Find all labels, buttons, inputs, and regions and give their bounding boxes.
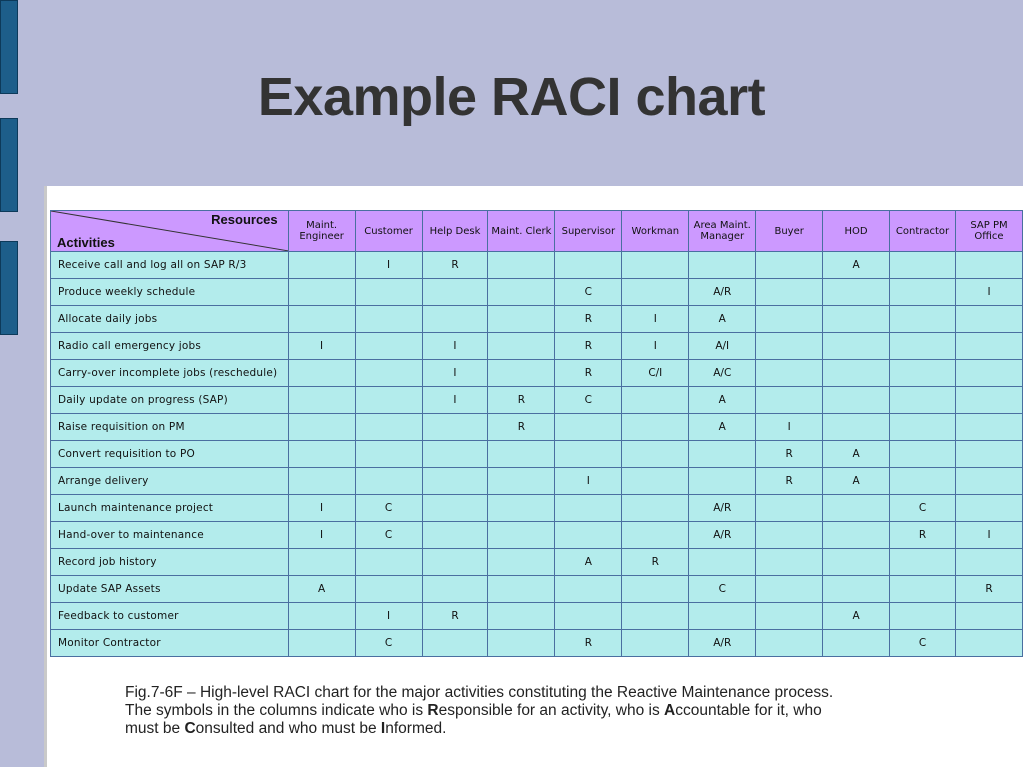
raci-cell	[422, 495, 488, 522]
activity-cell: Convert requisition to PO	[51, 441, 289, 468]
table-row	[51, 387, 1023, 414]
raci-cell	[622, 576, 689, 603]
column-header: Maint. Clerk	[488, 211, 555, 252]
raci-cell	[689, 252, 756, 279]
raci-cell	[622, 495, 689, 522]
raci-cell	[955, 306, 1022, 333]
table-row	[51, 603, 1023, 630]
column-header: Supervisor	[555, 211, 622, 252]
caption-line-3: must be Consulted and who must be Informed.	[125, 720, 447, 737]
raci-cell	[890, 279, 956, 306]
raci-cell	[488, 630, 555, 657]
column-header: Customer	[355, 211, 422, 252]
raci-cell	[355, 360, 422, 387]
raci-cell: R	[488, 387, 555, 414]
table-row	[51, 252, 1023, 279]
raci-cell	[955, 630, 1022, 657]
raci-cell	[955, 603, 1022, 630]
raci-cell	[622, 441, 689, 468]
raci-cell: C/I	[622, 360, 689, 387]
raci-cell: I	[756, 414, 823, 441]
raci-cell	[488, 495, 555, 522]
raci-cell: C	[555, 279, 622, 306]
raci-cell: I	[622, 333, 689, 360]
raci-cell	[355, 441, 422, 468]
raci-cell	[288, 360, 355, 387]
raci-cell: I	[288, 522, 355, 549]
raci-cell: A	[689, 306, 756, 333]
raci-cell	[955, 360, 1022, 387]
resources-label: Resources	[211, 212, 278, 227]
raci-cell	[488, 576, 555, 603]
raci-cell	[622, 468, 689, 495]
raci-cell: R	[756, 441, 823, 468]
raci-cell	[756, 603, 823, 630]
raci-cell	[555, 252, 622, 279]
raci-cell: R	[622, 549, 689, 576]
raci-cell: R	[422, 603, 488, 630]
raci-cell	[488, 522, 555, 549]
raci-cell	[622, 414, 689, 441]
activity-cell: Update SAP Assets	[51, 576, 289, 603]
raci-cell: R	[555, 306, 622, 333]
raci-cell	[689, 603, 756, 630]
raci-cell	[355, 306, 422, 333]
raci-cell	[488, 468, 555, 495]
raci-cell: A	[689, 387, 756, 414]
raci-cell	[422, 441, 488, 468]
table-row	[51, 279, 1023, 306]
raci-cell	[488, 279, 555, 306]
raci-cell	[288, 414, 355, 441]
raci-cell: A/I	[689, 333, 756, 360]
raci-cell: I	[288, 495, 355, 522]
raci-cell	[288, 306, 355, 333]
raci-cell: A	[823, 603, 890, 630]
raci-cell	[890, 603, 956, 630]
column-header: Contractor	[890, 211, 956, 252]
raci-cell	[890, 252, 956, 279]
raci-cell	[622, 603, 689, 630]
raci-cell	[823, 576, 890, 603]
raci-cell: C	[355, 522, 422, 549]
table-row	[51, 495, 1023, 522]
caption-line-1: Fig.7-6F – High-level RACI chart for the major activities constituting the Reactive Maintenance process.	[125, 684, 834, 701]
raci-cell	[823, 306, 890, 333]
raci-cell	[756, 576, 823, 603]
raci-cell	[890, 576, 956, 603]
raci-cell	[355, 333, 422, 360]
activity-cell: Carry-over incomplete jobs (reschedule)	[51, 360, 289, 387]
table-row	[51, 441, 1023, 468]
raci-cell	[422, 549, 488, 576]
raci-cell: I	[355, 252, 422, 279]
raci-cell: C	[355, 495, 422, 522]
raci-cell	[823, 630, 890, 657]
raci-cell	[756, 252, 823, 279]
raci-cell	[288, 630, 355, 657]
raci-cell: A	[288, 576, 355, 603]
column-header: Workman	[622, 211, 689, 252]
raci-cell: R	[555, 630, 622, 657]
raci-cell	[422, 306, 488, 333]
raci-cell	[355, 387, 422, 414]
raci-cell: C	[890, 630, 956, 657]
raci-cell	[689, 549, 756, 576]
table-row	[51, 360, 1023, 387]
table-row	[51, 306, 1023, 333]
raci-cell	[823, 360, 890, 387]
raci-cell	[756, 630, 823, 657]
raci-cell: I	[622, 306, 689, 333]
table-row	[51, 522, 1023, 549]
raci-cell: A	[823, 468, 890, 495]
column-header: SAP PM Office	[955, 211, 1022, 252]
raci-cell: C	[689, 576, 756, 603]
raci-cell	[422, 468, 488, 495]
table-row	[51, 333, 1023, 360]
activity-cell: Feedback to customer	[51, 603, 289, 630]
activity-cell: Record job history	[51, 549, 289, 576]
raci-cell	[488, 441, 555, 468]
raci-cell	[890, 387, 956, 414]
activity-cell: Hand-over to maintenance	[51, 522, 289, 549]
raci-cell	[288, 252, 355, 279]
raci-cell: R	[955, 576, 1022, 603]
activity-cell: Monitor Contractor	[51, 630, 289, 657]
raci-cell	[355, 414, 422, 441]
raci-cell	[555, 576, 622, 603]
raci-cell	[823, 495, 890, 522]
header-row	[51, 211, 1023, 252]
raci-cell: A/R	[689, 522, 756, 549]
raci-cell	[488, 360, 555, 387]
raci-cell	[955, 414, 1022, 441]
figure-caption	[125, 684, 985, 738]
raci-cell: R	[555, 360, 622, 387]
raci-table	[50, 210, 1023, 657]
activity-cell: Daily update on progress (SAP)	[51, 387, 289, 414]
column-header: Maint. Engineer	[288, 211, 355, 252]
activity-cell: Allocate daily jobs	[51, 306, 289, 333]
raci-cell	[422, 630, 488, 657]
raci-cell	[422, 576, 488, 603]
table-row	[51, 576, 1023, 603]
side-accent-bar-2	[0, 118, 18, 212]
column-header: HOD	[823, 211, 890, 252]
raci-cell	[622, 630, 689, 657]
raci-cell	[622, 279, 689, 306]
raci-cell: R	[422, 252, 488, 279]
raci-cell: A	[555, 549, 622, 576]
raci-cell	[288, 387, 355, 414]
raci-cell	[622, 387, 689, 414]
raci-cell	[823, 522, 890, 549]
raci-cell	[823, 414, 890, 441]
table-row	[51, 414, 1023, 441]
raci-cell	[288, 468, 355, 495]
raci-cell	[890, 468, 956, 495]
column-header: Area Maint. Manager	[689, 211, 756, 252]
raci-cell	[955, 549, 1022, 576]
raci-cell	[622, 522, 689, 549]
raci-cell	[422, 414, 488, 441]
raci-cell	[823, 279, 890, 306]
raci-cell: I	[288, 333, 355, 360]
slide-title: Example RACI chart	[257, 67, 766, 127]
raci-cell	[756, 495, 823, 522]
activity-cell: Arrange delivery	[51, 468, 289, 495]
raci-cell	[288, 603, 355, 630]
raci-cell: A/R	[689, 495, 756, 522]
raci-cell	[823, 333, 890, 360]
raci-cell	[488, 549, 555, 576]
raci-cell	[823, 387, 890, 414]
raci-cell	[555, 522, 622, 549]
raci-cell	[823, 549, 890, 576]
raci-cell	[555, 603, 622, 630]
raci-cell: A/R	[689, 630, 756, 657]
raci-cell	[422, 522, 488, 549]
raci-cell: I	[422, 387, 488, 414]
raci-cell: C	[555, 387, 622, 414]
raci-cell	[955, 495, 1022, 522]
raci-cell	[355, 549, 422, 576]
raci-cell	[955, 252, 1022, 279]
raci-cell: R	[555, 333, 622, 360]
table-row	[51, 468, 1023, 495]
raci-cell	[488, 603, 555, 630]
raci-cell: I	[355, 603, 422, 630]
table-row	[51, 630, 1023, 657]
raci-cell	[955, 441, 1022, 468]
raci-cell	[422, 279, 488, 306]
raci-cell: C	[890, 495, 956, 522]
column-header: Buyer	[756, 211, 823, 252]
raci-cell	[355, 468, 422, 495]
raci-cell	[756, 360, 823, 387]
raci-cell	[555, 414, 622, 441]
raci-cell	[355, 279, 422, 306]
raci-cell	[890, 549, 956, 576]
raci-cell	[890, 414, 956, 441]
content-panel	[44, 186, 1023, 767]
raci-cell: A	[689, 414, 756, 441]
corner-header-cell	[51, 211, 289, 252]
raci-cell	[689, 468, 756, 495]
caption-line-2: The symbols in the columns indicate who is Responsible for an activity, who is Accountable for it, who	[125, 702, 822, 719]
raci-cell: C	[355, 630, 422, 657]
raci-cell	[288, 279, 355, 306]
activity-cell: Launch maintenance project	[51, 495, 289, 522]
raci-cell: I	[555, 468, 622, 495]
raci-cell: I	[422, 360, 488, 387]
raci-cell: R	[890, 522, 956, 549]
activities-label: Activities	[57, 235, 115, 250]
raci-cell	[890, 441, 956, 468]
raci-cell	[288, 441, 355, 468]
raci-cell	[890, 306, 956, 333]
raci-cell	[488, 333, 555, 360]
raci-cell: R	[488, 414, 555, 441]
raci-cell	[756, 387, 823, 414]
raci-cell	[955, 387, 1022, 414]
raci-cell	[890, 360, 956, 387]
activity-cell: Raise requisition on PM	[51, 414, 289, 441]
raci-cell: A	[823, 252, 890, 279]
column-header: Help Desk	[422, 211, 488, 252]
raci-cell: A	[823, 441, 890, 468]
raci-cell	[756, 549, 823, 576]
raci-cell: I	[955, 279, 1022, 306]
raci-cell: I	[422, 333, 488, 360]
raci-cell	[355, 576, 422, 603]
activity-cell: Radio call emergency jobs	[51, 333, 289, 360]
side-accent-bar-3	[0, 241, 18, 335]
raci-cell	[555, 495, 622, 522]
raci-cell: R	[756, 468, 823, 495]
raci-cell	[622, 252, 689, 279]
activity-cell: Receive call and log all on SAP R/3	[51, 252, 289, 279]
raci-cell	[756, 333, 823, 360]
raci-cell	[955, 468, 1022, 495]
raci-cell: A/R	[689, 279, 756, 306]
raci-cell	[488, 252, 555, 279]
raci-cell	[955, 333, 1022, 360]
raci-cell	[555, 441, 622, 468]
raci-cell: I	[955, 522, 1022, 549]
activity-cell: Produce weekly schedule	[51, 279, 289, 306]
raci-cell	[890, 333, 956, 360]
table-row	[51, 549, 1023, 576]
raci-cell	[488, 306, 555, 333]
raci-cell: A/C	[689, 360, 756, 387]
raci-cell	[756, 522, 823, 549]
raci-cell	[756, 306, 823, 333]
raci-cell	[689, 441, 756, 468]
raci-cell	[756, 279, 823, 306]
raci-cell	[288, 549, 355, 576]
